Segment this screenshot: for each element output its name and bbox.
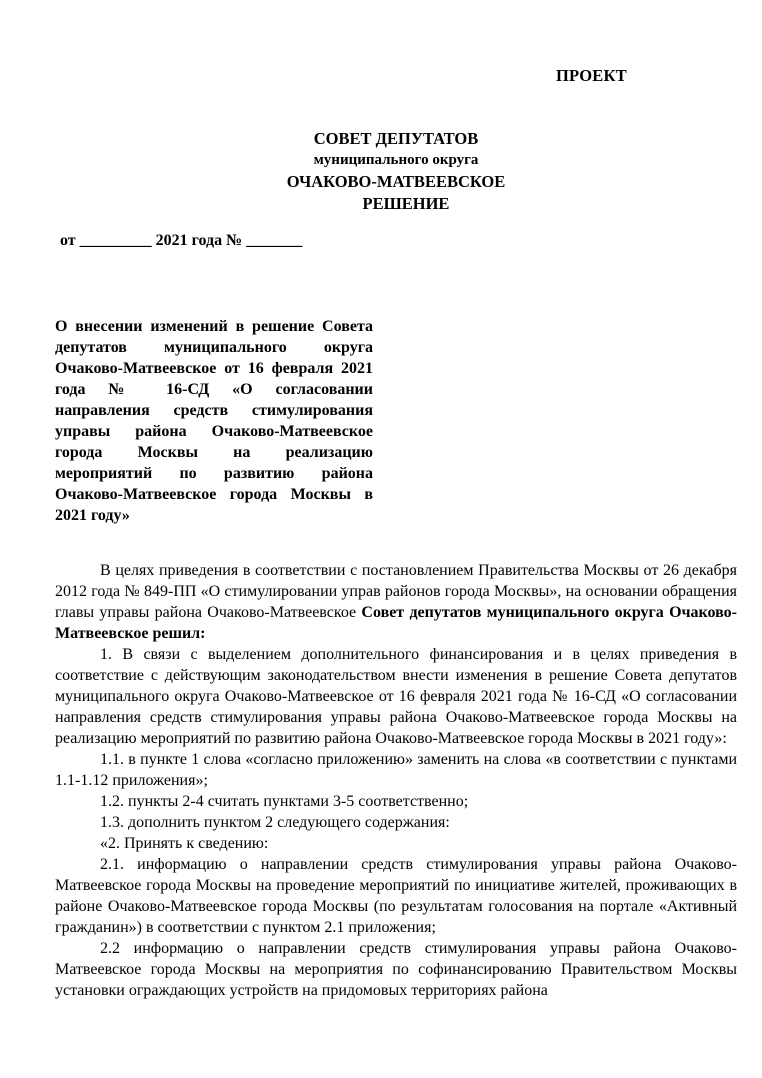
document-body [55,560,737,1001]
paragraph-2-2: 2.2 информацию о направлении средств стимулирования управы района Очаково-Матвеевское города Москвы на мероприятия по софинансированию Правительством Москвы установки ограждающих устройств на придомовых территориях района [55,940,737,999]
paragraph-1-2: 1.2. пункты 2-4 считать пунктами 3-5 соответственно; [100,793,469,810]
intro-paragraph [55,560,737,644]
decision-subject: О внесении изменений в решение Совета депутатов муниципального округа Очаково-Матвеевское от 16 февраля 2021 года № 16-СД «О согласовании направления средств стимулирования управы района Очаково-Матвеевское города Москвы на реализацию мероприятий по развитию района Очаково-Матвеевское города Москвы в 2021 году» [55,318,373,524]
document-header [0,128,762,215]
intro-resolution: Совет депутатов муниципального округа Очаково-Матвеевское решил: [55,604,738,642]
header-decision: РЕШЕНИЕ [362,194,450,213]
date-number-line: от _________ 2021 года № _______ [60,232,303,249]
header-council: СОВЕТ ДЕПУТАТОВ [313,129,479,148]
paragraph-1: 1. В связи с выделением дополнительного финансирования и в целях приведения в соответствие с действующим законодательством внести изменения в решение Совета депутатов муниципального округа Очаково-Матвеевское от 16 февраля 2021 года № 16-СД «О согласовании направления средств стимулирования управы района Очаково-Матвеевское города Москвы на реализацию мероприятий по развитию района Очаково-Матвеевское города Москвы в 2021 году»: [55,646,737,747]
paragraph-2: «2. Принять к сведению: [100,835,269,852]
header-municipal: муниципального округа [313,152,479,168]
paragraph-1-3: 1.3. дополнить пунктом 2 следующего содержания: [100,814,450,831]
draft-stamp: ПРОЕКТ [556,66,627,85]
paragraph-2-1: 2.1. информацию о направлении средств стимулирования управы района Очаково-Матвеевское города Москвы на проведение мероприятий по инициативе жителей, проживающих в районе Очаково-Матвеевское города Москвы (по результатам голосования на портале «Активный гражданин») в соответствии с пунктом 2.1 приложения; [55,856,737,936]
intro-text: В целях приведения в соответствии с постановлением Правительства Москвы от 26 декабря 2012 года № 849-ПП «О стимулировании управ районов города Москвы», на основании обращения главы управы района Очаково-Матвеевское [55,562,737,621]
header-district: ОЧАКОВО-МАТВЕЕВСКОЕ [286,172,506,191]
paragraph-1-1: 1.1. в пункте 1 слова «согласно приложению» заменить на слова «в соответствии с пунктами 1.1-1.12 приложения»; [55,751,737,789]
